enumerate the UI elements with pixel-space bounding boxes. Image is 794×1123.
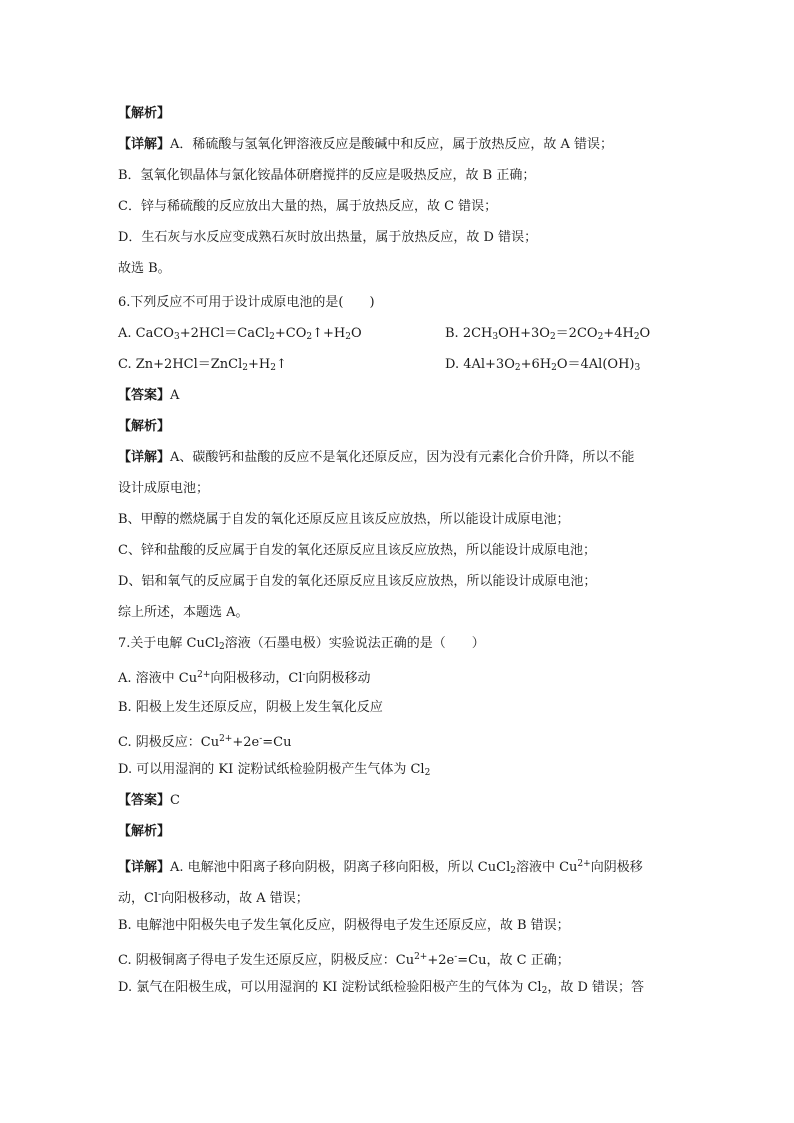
question-6-stem: 6.下列反应不可用于设计成原电池的是( ) <box>118 295 375 310</box>
q7-option-d: D. 可以用湿润的 KI 淀粉试纸检验阴极产生气体为 $Cl_2$ <box>118 762 431 778</box>
q7-option-a: A. 溶液中 $Cu^{2+}$向阳极移动，Cl-向阴极移动 <box>118 670 371 686</box>
q7-detail-b: B. 电解池中阳极失电子发生氧化反应，阴极得电子发生还原反应，故 B 错误； <box>118 918 570 933</box>
q6-option-b: B. $2CH_3OH+3O_2=2CO_2+4H_2O$ <box>445 326 651 342</box>
q6-detail-b: B、甲醇的燃烧属于自发的氧化还原反应且该反应放热，所以能设计成原电池； <box>118 512 570 527</box>
q7-option-c: C. 阴极反应：$Cu^{2+}+2e^-=Cu$ <box>118 734 292 750</box>
q7-detail-c: C. 阴极铜离子得电子发生还原反应，阴极反应：$Cu^{2+}+2e^-=Cu$，故 C 正确； <box>118 952 570 968</box>
question-7-stem: 7.关于电解 CuCl$_2$溶液（石墨电极）实验说法正确的是（ ） <box>118 636 485 652</box>
q6-detail-a: 【详解】A、碳酸钙和盐酸的反应不是氧化还原反应，因为没有元素化合价升降，所以不能 <box>118 450 635 465</box>
detail-line-a: 【详解】A．稀硫酸与氢氧化钾溶液反应是酸碱中和反应，属于放热反应，故 A 错误； <box>118 137 614 152</box>
q6-summary: 综上所述，本题选 A。 <box>118 605 249 620</box>
answer-label: 【答案】 <box>118 388 171 403</box>
detail-line-c: C．锌与稀硫酸的反应放出大量的热，属于放热反应，故 C 错误； <box>118 199 498 214</box>
q7-detail-a: 【详解】A. 电解池中阳离子移向阴极，阴离子移向阳极，所以 CuCl$_2$溶液中 $Cu^{2+}$向阴极移 <box>118 859 643 876</box>
q7-detail-a-cont: 动，Cl-向阳极移动，故 A 错误； <box>118 890 309 906</box>
conclusion: 故选 B。 <box>118 261 171 276</box>
detail-label: 【详解】 <box>118 137 171 152</box>
analysis-label: 【解析】 <box>118 106 171 121</box>
q6-analysis-label: 【解析】 <box>118 419 171 434</box>
q7-answer: 【答案】C <box>118 793 180 808</box>
q7-analysis-label: 【解析】 <box>118 824 171 839</box>
q6-option-d: D. $4Al+3O_2+6H_2O=4Al(OH)_3$ <box>445 357 641 373</box>
q6-option-c: C. $Zn+2HCl=ZnCl_2+H_2↑$ <box>118 357 287 373</box>
q6-detail-d: D、铝和氧气的反应属于自发的氧化还原反应且该反应放热，所以能设计成原电池； <box>118 574 597 589</box>
q6-detail-c: C、锌和盐酸的反应属于自发的氧化还原反应且该反应放热，所以能设计成原电池； <box>118 543 596 558</box>
detail-line-d: D．生石灰与水反应变成熟石灰时放出热量，属于放热反应，故 D 错误； <box>118 230 538 245</box>
q6-detail-a-cont: 设计成原电池； <box>118 481 210 496</box>
q6-answer: 【答案】A <box>118 388 180 403</box>
q7-option-b: B. 阳极上发生还原反应，阴极上发生氧化反应 <box>118 700 383 715</box>
q7-detail-d: D. 氯气在阳极生成，可以用湿润的 KI 淀粉试纸检验阳极产生的气体为 $Cl_2$，故 D 错误；答 <box>118 980 645 996</box>
detail-line-b: B．氢氧化钡晶体与氯化铵晶体研磨搅拌的反应是吸热反应，故 B 正确； <box>118 168 536 183</box>
q6-option-a: A. $CaCO_3+2HCl=CaCl_2+CO_2↑+H_2O$ <box>118 326 362 342</box>
